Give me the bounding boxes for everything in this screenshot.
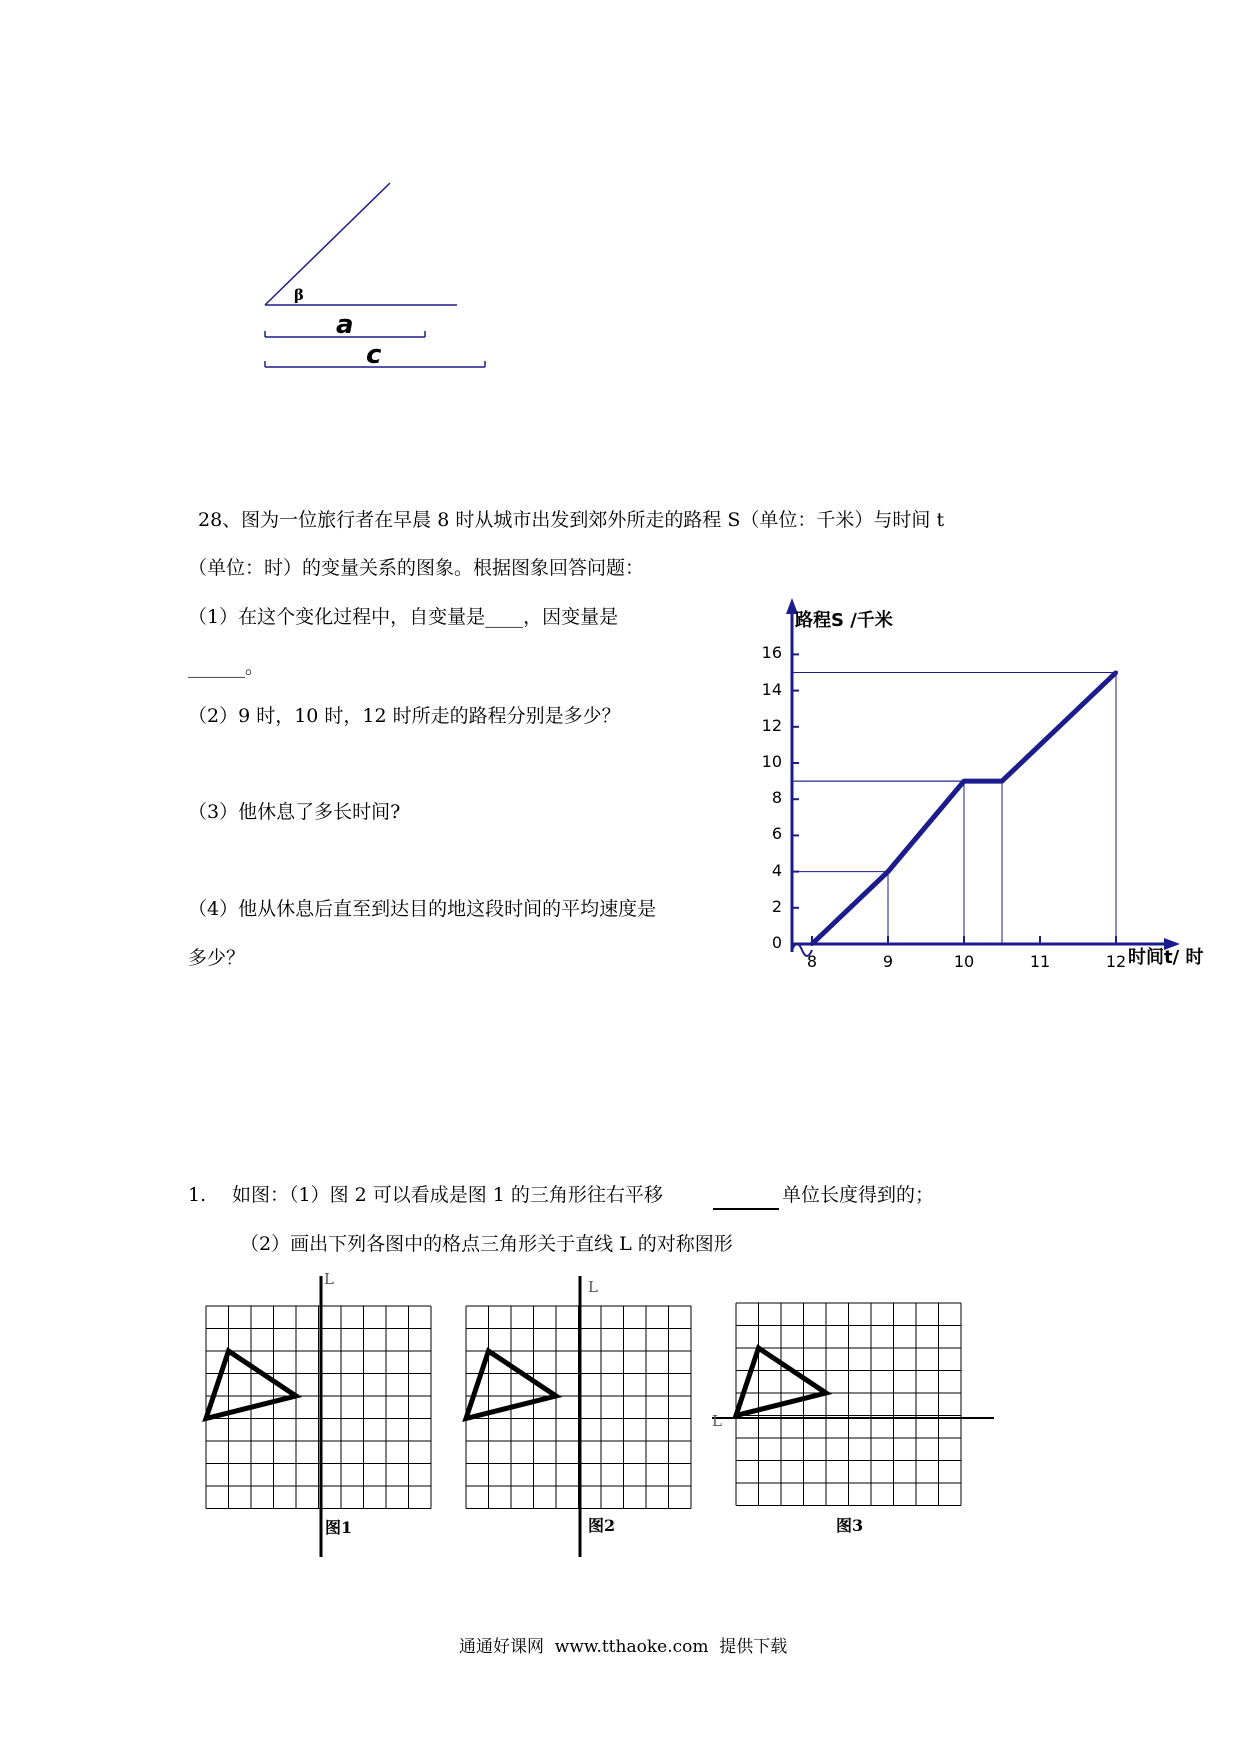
x-tick-label-11: 11 bbox=[1029, 952, 1051, 971]
y-tick-label-12: 12 bbox=[761, 715, 782, 735]
y-tick-label-4: 4 bbox=[771, 860, 782, 880]
problem28-q4b: 多少？ bbox=[188, 947, 246, 969]
y-tick-label-6: 6 bbox=[771, 824, 782, 844]
problem1-line1: 如图：（1）图 2 可以看成是图 1 的三角形往右平移 bbox=[232, 1184, 663, 1206]
problem28-q2: （2）9 时，10 时，12 时所走的路程分别是多少？ bbox=[188, 705, 621, 727]
fig2-line-label: L bbox=[588, 1278, 598, 1296]
x-tick-label-8: 8 bbox=[806, 952, 818, 971]
fig3-label: 图3 bbox=[836, 1516, 864, 1535]
beta-label: β bbox=[294, 286, 304, 304]
fig2-label: 图2 bbox=[588, 1516, 616, 1535]
problem28-q1b: ______。 bbox=[188, 656, 265, 678]
x-tick-label-12: 12 bbox=[1105, 952, 1127, 971]
problem28-q3: （3）他休息了多长时间? bbox=[188, 801, 401, 823]
problem28-line1: 28、图为一位旅行者在早晨 8 时从城市出发到郊外所走的路程 S（单位：千米）与时间 t bbox=[198, 509, 945, 531]
problem1-number: 1. bbox=[188, 1184, 207, 1206]
a-label: a bbox=[336, 310, 354, 340]
problem28-q1a: （1）在这个变化过程中，自变量是____，因变量是 bbox=[188, 606, 619, 628]
x-tick-label-9: 9 bbox=[882, 952, 894, 971]
y-tick-label-0: 0 bbox=[771, 933, 782, 952]
x-tick-label-10: 10 bbox=[953, 952, 975, 971]
fig1-line-label: L bbox=[324, 1270, 334, 1288]
problem1-line2: （2）画出下列各图中的格点三角形关于直线 L 的对称图形 bbox=[240, 1233, 733, 1255]
y-tick-label-14: 14 bbox=[761, 679, 782, 699]
chart-xlabel: 时间t/ 时 bbox=[1128, 947, 1204, 968]
y-tick-label-10: 10 bbox=[761, 752, 782, 771]
y-tick-label-2: 2 bbox=[771, 896, 782, 916]
problem1-line1-tail: 单位长度得到的； bbox=[782, 1184, 935, 1206]
c-label: c bbox=[366, 340, 382, 370]
problem28-line2: （单位：时）的变量关系的图象。根据图象回答问题： bbox=[188, 557, 645, 579]
y-tick-label-16: 16 bbox=[761, 643, 782, 663]
footer-text: 通通好课网 www.tthaoke.com 提供下载 bbox=[459, 1637, 788, 1657]
problem28-q4a: （4）他从休息后直至到达目的地这段时间的平均速度是 bbox=[188, 898, 657, 920]
chart-ylabel: 路程S /千米 bbox=[795, 610, 893, 631]
y-tick-label-8: 8 bbox=[771, 788, 782, 808]
fig1-label: 图1 bbox=[325, 1518, 353, 1537]
fig3-line-label: L bbox=[712, 1412, 722, 1430]
